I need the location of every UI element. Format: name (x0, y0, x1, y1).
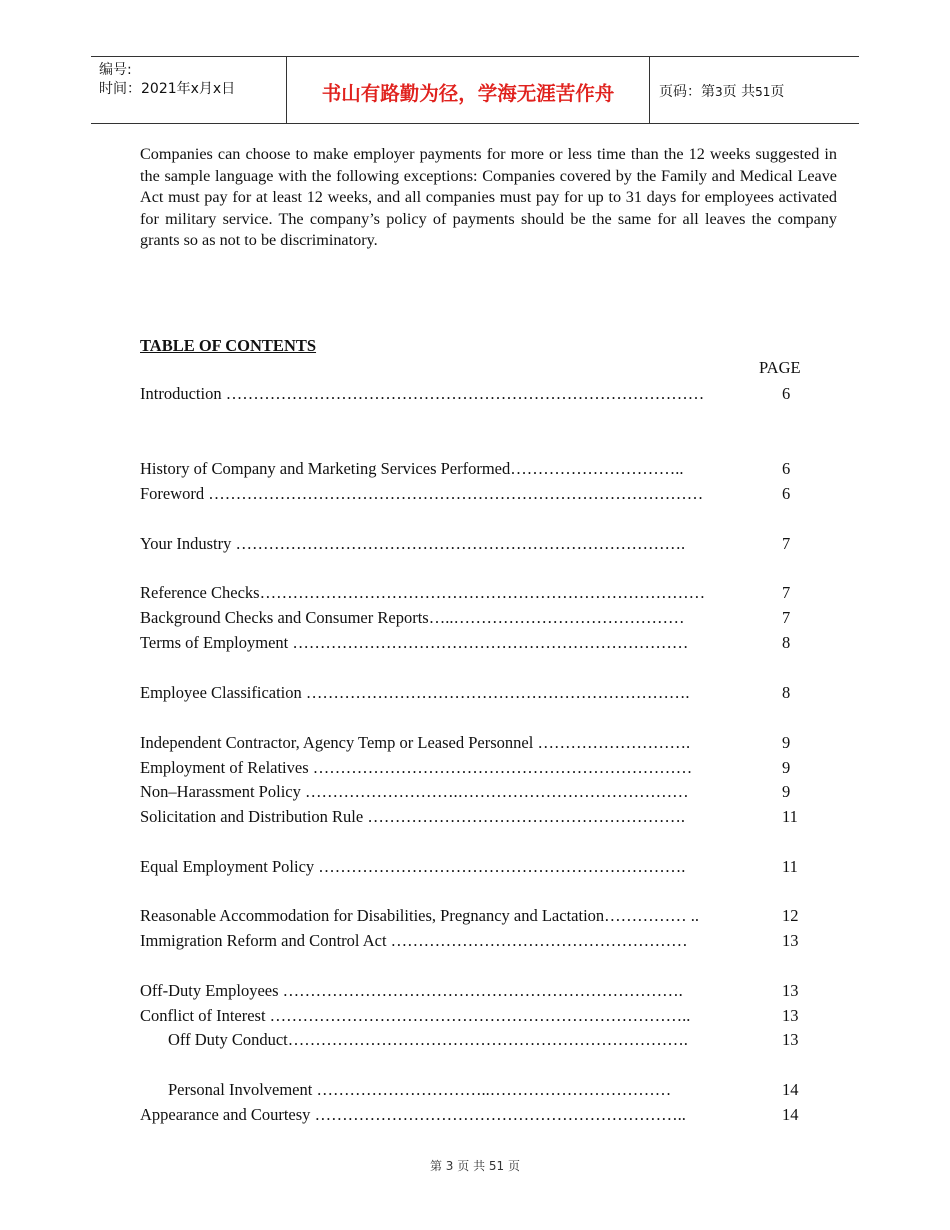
header-right-cell (650, 57, 859, 123)
toc-entry-title: Reasonable Accommodation for Disabilities, Pregnancy and Lactation (140, 906, 605, 925)
toc-entry-leader: ………………………. (537, 733, 691, 752)
toc-entry-leader: ………………………………………………………….. (314, 1105, 686, 1124)
toc-entry-leader: ………………………………………………………………. (287, 1030, 688, 1049)
toc-entry-title: History of Company and Marketing Services Performed (140, 459, 511, 478)
toc-entry-title: Introduction (140, 384, 226, 403)
toc-entry-title: Appearance and Courtesy (140, 1105, 315, 1124)
toc-entry (140, 1006, 799, 1026)
toc-entry-page: 8 (782, 633, 791, 652)
toc-entry (168, 1030, 799, 1050)
toc-entry (140, 1105, 799, 1125)
header-page-indicator (659, 81, 784, 101)
toc-title-text: TABLE OF CONTENTS (140, 336, 317, 355)
page-footer (0, 1157, 950, 1174)
header-left-cell (91, 57, 287, 123)
toc-entry-page: 12 (782, 906, 799, 925)
toc-entry-leader: …………………………………………………………… (312, 758, 693, 777)
toc-entry-page: 13 (782, 1030, 799, 1049)
toc-entry (140, 384, 791, 404)
toc-entry-page: 6 (782, 459, 791, 478)
header-page-suffix: 页 (770, 84, 785, 100)
toc-entry (140, 633, 791, 653)
toc-entry-leader: ………………………….. (510, 459, 684, 478)
toc-entry-leader: …………………………………………………………. (318, 857, 686, 876)
footer-total: 51 (488, 1159, 505, 1173)
toc-entry-page: 13 (782, 1006, 799, 1025)
toc-entry-page: 11 (782, 857, 798, 876)
toc-entry-title: Off-Duty Employees (140, 981, 283, 1000)
toc-entry (140, 807, 798, 827)
header-page-mid: 页 共 (722, 84, 756, 100)
toc-entry-title: Foreword (140, 484, 209, 503)
toc-entry (140, 683, 791, 703)
toc-entry-title: Your Industry (140, 534, 236, 553)
footer-prefix: 第 (429, 1159, 442, 1173)
toc-entry-title: Off Duty Conduct (168, 1030, 288, 1049)
toc-entry-leader: ………………………………………………………………. (282, 981, 683, 1000)
toc-entry-title: Conflict of Interest (140, 1006, 270, 1025)
toc-entry-title: Employee Classification (140, 683, 306, 702)
toc-entry-page: 9 (782, 733, 791, 752)
toc-entry (140, 906, 799, 926)
toc-title (140, 336, 316, 356)
toc-entry-leader: …………… .. (604, 906, 700, 925)
toc-entry-leader: ………………………………………………………………………. (235, 534, 686, 553)
toc-entry-title: Solicitation and Distribution Rule (140, 807, 368, 826)
toc-entry (140, 981, 799, 1001)
footer-current: 3 (445, 1159, 454, 1173)
toc-entry-title: Terms of Employment (140, 633, 293, 652)
toc-entry-page: 14 (782, 1080, 799, 1099)
toc-entry-page: 13 (782, 931, 799, 950)
toc-entry-leader: …………………………………………………………………………… (225, 384, 705, 403)
header-center-cell (287, 57, 650, 123)
toc-entry-page: 9 (782, 782, 791, 801)
toc-entry-title: Personal Involvement (168, 1080, 317, 1099)
toc-entry-page: 7 (782, 583, 791, 602)
toc-entry-leader: ……………………………………………………………………… (259, 583, 706, 602)
header-motto: 书山有路勤为径，学海无涯苦作舟 (321, 82, 615, 105)
toc-entry-page: 14 (782, 1105, 799, 1124)
toc-entry-leader: ……………………….…………………………………… (304, 782, 689, 801)
toc-entry (140, 459, 791, 479)
toc-entry-leader: ……………………………………………………………. (305, 683, 690, 702)
toc-entry-leader: ……………………………………………… (390, 931, 688, 950)
footer-suffix: 页 (508, 1159, 521, 1173)
toc-entry (168, 1080, 799, 1100)
toc-entry (140, 534, 791, 554)
toc-entry-page: 7 (782, 608, 791, 627)
toc-entry-leader: …..…………………………………… (428, 608, 685, 627)
document-time: 时间：2021年x月x日 (99, 81, 236, 97)
toc-entry-title: Employment of Relatives (140, 758, 313, 777)
toc-entry (140, 583, 791, 603)
toc-entry (140, 608, 791, 628)
toc-entry (140, 484, 791, 504)
footer-mid: 页 共 (457, 1159, 486, 1173)
toc-entry (140, 782, 791, 802)
toc-entry-title: Equal Employment Policy (140, 857, 319, 876)
toc-entry-title: Background Checks and Consumer Reports (140, 608, 429, 627)
toc-entry-page: 8 (782, 683, 791, 702)
toc-entry-page: 9 (782, 758, 791, 777)
toc-entry-title: Immigration Reform and Control Act (140, 931, 391, 950)
document-number-label: 编号: (99, 62, 132, 78)
toc-entry (140, 857, 798, 877)
document-header (91, 56, 859, 124)
toc-entry-page: 7 (782, 534, 791, 553)
intro-paragraph: Companies can choose to make employer payments for more or less time than the 12 weeks suggested in the sample language with the following exceptions: Companies covered by the Family and Medical Leave Act must pay for at least 12 weeks, and all companies must pay for up to 31 days for employees activated for military service. The company’s policy of payments should be the same for all leaves the company grants so as not to be discriminatory. (140, 145, 837, 250)
toc-entry-page: 13 (782, 981, 799, 1000)
toc-entry-leader: …………………………..…………………………… (316, 1080, 672, 1099)
toc-entry-leader: ……………………………………………………………………………… (208, 484, 704, 503)
header-page-total: 51 (755, 85, 771, 99)
header-page-prefix: 页码：第 (659, 84, 715, 100)
toc-entry-page: 6 (782, 384, 791, 403)
toc-entry-leader: ……………………………………………………………… (292, 633, 689, 652)
toc-entry-page: 11 (782, 807, 798, 826)
header-page-current: 3 (715, 85, 723, 99)
toc-entry-leader: ………………………………………………………………….. (269, 1006, 691, 1025)
toc-entry-page: 6 (782, 484, 791, 503)
toc-entry-title: Non–Harassment Policy (140, 782, 305, 801)
toc-entry-title: Independent Contractor, Agency Temp or Leased Personnel (140, 733, 538, 752)
toc-entry (140, 733, 791, 753)
toc-entry (140, 758, 791, 778)
toc-page-heading: PAGE (759, 358, 801, 377)
toc-entry-leader: …………………………………………………. (367, 807, 685, 826)
toc-entry-title: Reference Checks (140, 583, 260, 602)
toc-entry (140, 931, 799, 951)
